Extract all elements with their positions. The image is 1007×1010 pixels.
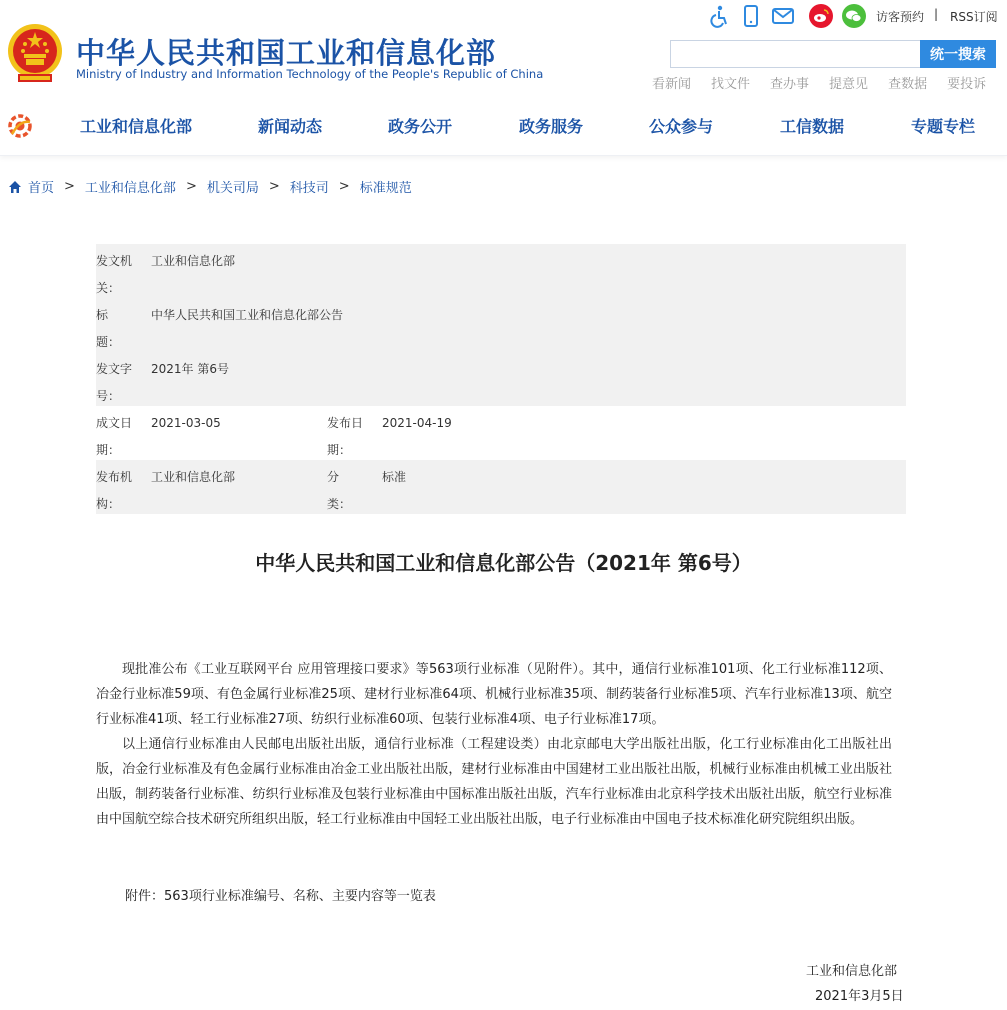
breadcrumb-sci-tech[interactable]: 科技司 — [289, 181, 329, 196]
breadcrumb-separator: > — [338, 179, 350, 194]
publish-date-value: 2021-04-19 — [382, 416, 452, 430]
title-label: 标题： — [96, 308, 121, 349]
quick-link-files[interactable]: 找文件 — [711, 77, 751, 92]
breadcrumb-standards[interactable]: 标准规范 — [359, 181, 412, 196]
signature-date: 2021年3月5日 — [815, 989, 904, 1004]
meta-row-title — [96, 298, 906, 352]
written-date-label: 成文日期： — [96, 416, 133, 457]
wechat-icon[interactable] — [842, 4, 866, 28]
breadcrumb — [8, 177, 412, 196]
meta-row-dates — [96, 406, 906, 460]
quick-link-news[interactable]: 看新闻 — [652, 77, 692, 92]
nav-item-gov-affairs[interactable]: 政务公开 — [388, 117, 453, 136]
breadcrumb-miit[interactable]: 工业和信息化部 — [84, 181, 176, 196]
rss-link[interactable]: RSS订阅 — [950, 10, 998, 24]
mobile-icon[interactable] — [739, 4, 763, 28]
nav-item-data[interactable]: 工信数据 — [780, 117, 845, 136]
mail-icon[interactable] — [771, 4, 795, 28]
title-value: 中华人民共和国工业和信息化部公告 — [151, 308, 344, 322]
signature-org: 工业和信息化部 — [806, 964, 898, 979]
quick-link-services[interactable]: 查办事 — [770, 77, 810, 92]
national-emblem-icon — [6, 22, 64, 84]
doc-no-label: 发文字号： — [96, 362, 133, 403]
article-paragraph: 现批准公布《工业互联网平台 应用管理接口要求》等563项行业标准（见附件）。其中，通信行业标准101项、化工行业标准112项、冶金行业标准59项、有色金属行业标准25项、建材行业标准64项、机械行业标准35项、制药装备行业标准5项、汽车行业标准13项、航空行业标准41项、轻工行业标准27项、纺织行业标准60项、包装行业标准4项、电子行业标准17项。 — [96, 662, 892, 727]
publisher-value: 工业和信息化部 — [151, 470, 236, 484]
breadcrumb-home[interactable]: 首页 — [28, 181, 55, 196]
breadcrumb-separator: > — [185, 179, 197, 194]
nav-item-miit[interactable]: 工业和信息化部 — [80, 117, 193, 136]
site-title[interactable]: 中华人民共和国工业和信息化部 — [76, 36, 497, 70]
quick-link-data[interactable]: 查数据 — [888, 77, 928, 92]
breadcrumb-separator: > — [64, 179, 75, 194]
search-input[interactable] — [670, 40, 922, 68]
attachment-link[interactable]: 附件：563项行业标准编号、名称、主要内容等一览表 — [125, 889, 436, 904]
article-paragraph: 以上通信行业标准由人民邮电出版社出版，通信行业标准（工程建设类）由北京邮电大学出版社出版，化工行业标准由化工出版社出版，冶金行业标准及有色金属行业标准由冶金工业出版社出版，建材行业标准由中国建材工业出版社出版，机械行业标准由机械工业出版社出版，制药装备行业标准、纺织行业标准及包装行业标准由中国标准出版社出版，汽车行业标准由北京科学技术出版社出版，航空行业标准由中国航空综合技术研究所组织出版，轻工行业标准由中国轻工业出版社出版，电子行业标准由中国电子技术标准化研究院组织出版。 — [96, 737, 892, 827]
issuer-label: 发文机关： — [96, 254, 133, 295]
tool-separator: | — [934, 7, 939, 21]
site-subtitle: Ministry of Industry and Information Technology of the People's Republic of China — [76, 67, 544, 81]
nav-item-news[interactable]: 新闻动态 — [258, 117, 323, 136]
breadcrumb-separator: > — [268, 179, 280, 194]
accessibility-icon[interactable] — [708, 4, 732, 28]
written-date-value: 2021-03-05 — [151, 416, 221, 430]
quick-links — [652, 73, 1006, 92]
category-value: 标准 — [382, 470, 407, 484]
home-icon — [8, 180, 22, 194]
article-body — [96, 657, 892, 832]
issuer-value: 工业和信息化部 — [151, 254, 236, 268]
search-button[interactable]: 统一搜索 — [920, 40, 996, 68]
breadcrumb-departments[interactable]: 机关司局 — [206, 181, 259, 196]
main-nav — [0, 100, 1007, 156]
publish-date-label: 发布日期： — [327, 416, 364, 457]
weibo-icon[interactable] — [809, 4, 833, 28]
quick-link-feedback[interactable]: 提意见 — [829, 77, 869, 92]
quick-link-complaint[interactable]: 要投诉 — [947, 77, 987, 92]
meta-row-issuer — [96, 244, 906, 298]
publisher-label: 发布机构： — [96, 470, 133, 511]
meta-row-publisher — [96, 460, 906, 514]
gear-logo-icon — [6, 112, 34, 140]
visit-appointment-link[interactable]: 访客预约 — [876, 10, 925, 24]
meta-row-doc-no — [96, 352, 906, 406]
site-header — [0, 0, 1007, 100]
doc-no-value: 2021年 第6号 — [151, 362, 229, 376]
document-meta-table — [96, 244, 906, 514]
category-label: 分类： — [327, 470, 352, 511]
nav-item-gov-services[interactable]: 政务服务 — [519, 117, 584, 136]
article-title: 中华人民共和国工业和信息化部公告（2021年 第6号） — [255, 551, 752, 575]
nav-item-topics[interactable]: 专题专栏 — [911, 117, 976, 136]
nav-item-participation[interactable]: 公众参与 — [649, 117, 714, 136]
